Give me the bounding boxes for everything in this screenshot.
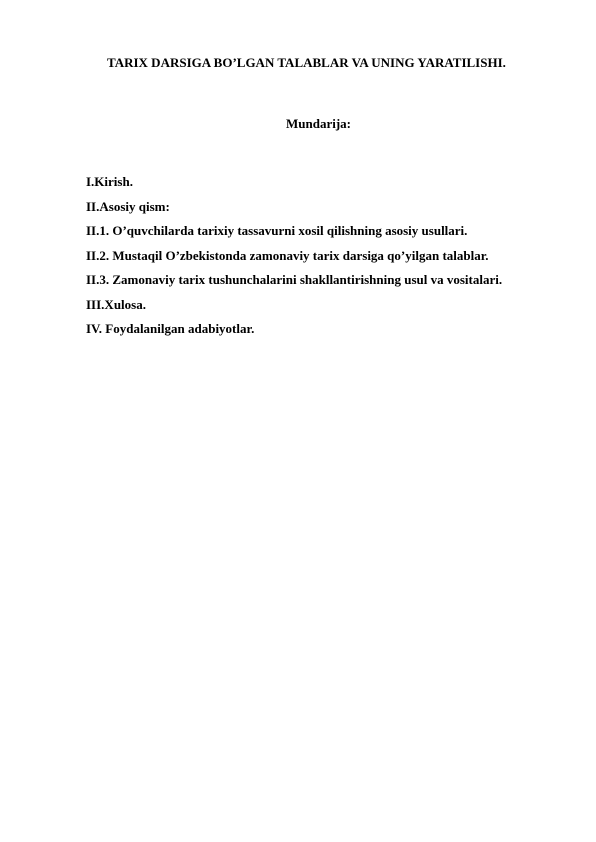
- contents-heading: Mundarija:: [286, 116, 351, 131]
- toc-item-references: IV. Foydalanilgan adabiyotlar.: [86, 321, 255, 336]
- toc-item-conclusion: III.Xulosa.: [86, 296, 146, 312]
- toc-item-introduction: I.Kirish.: [86, 174, 133, 189]
- toc-item-main-part: II.Asosiy qism:: [86, 198, 170, 214]
- toc-item-section-2-3: II.3. Zamonaviy tarix tushunchalarini shakllantirishning usul va vositalari.: [86, 272, 503, 287]
- toc-item-section-2-1: II.1. O’quvchilarda tarixiy tassavurni xosil qilishning asosiy usullari.: [86, 223, 468, 238]
- document-title: TARIX DARSIGA BO’LGAN TALABLAR VA UNING YARATILISHI.: [107, 55, 506, 70]
- table-of-contents: [86, 170, 502, 342]
- toc-item-section-2-2: II.2. Mustaqil O’zbekistonda zamonaviy tarix darsiga qo’yilgan talablar.: [86, 247, 489, 263]
